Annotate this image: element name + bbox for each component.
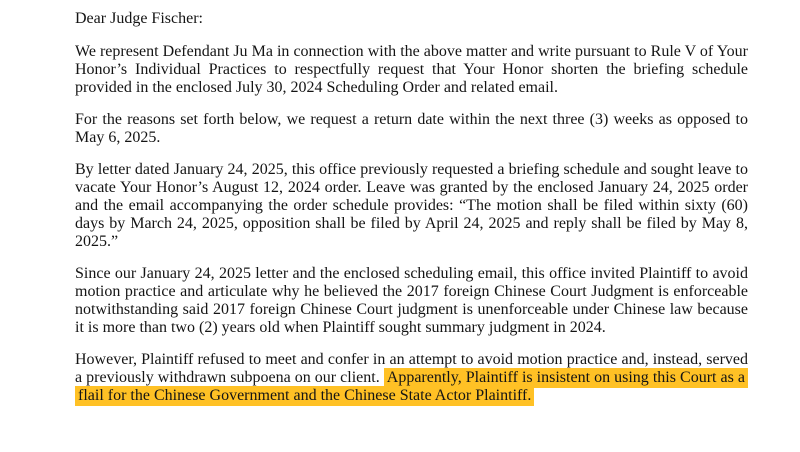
final-paragraph-normal-text: However, Plaintiff refused to meet and confer in an attempt to avoid motion practice and, instead, served a previously withdrawn subpoena on our client.	[75, 351, 748, 386]
paragraph-request: For the reasons set forth below, we request a return date within the next three (3) weeks as opposed to May 6, 2025.	[75, 111, 748, 146]
paragraph-representation: We represent Defendant Ju Ma in connection with the above matter and write pursuant to Rule V of Your Honor’s Individual Practices to respectfully request that Your Honor shorten the briefing schedule provided in the enclosed July 30, 2024 Scheduling Order and related email.	[75, 43, 748, 96]
salutation: Dear Judge Fischer:	[75, 10, 203, 27]
paragraph-briefing-schedule: By letter dated January 24, 2025, this office previously requested a briefing schedule and sought leave to vacate Your Honor’s August 12, 2024 order. Leave was granted by the enclosed January 24, 2025 order and the email accompanying the order schedule provides: “The motion shall be filed within sixty (60) days by March 24, 2025, opposition shall be filed by April 24, 2025 and reply shall be filed by May 8, 2025.”	[75, 161, 748, 250]
highlighted-text: Apparently, Plaintiff is insistent on using this Court as a flail for the Chinese Government and the Chinese State Actor Plaintiff.	[75, 368, 748, 406]
paragraph-final	[75, 351, 748, 405]
paragraph-invitation: Since our January 24, 2025 letter and the enclosed scheduling email, this office invited Plaintiff to avoid motion practice and articulate why he believed the 2017 foreign Chinese Court Judgment is enforceable notwithstanding said 2017 foreign Chinese Court judgment is unenforceable under Chinese law because it is more than two (2) years old when Plaintiff sought summary judgment in 2024.	[75, 265, 748, 336]
letter-document	[75, 10, 748, 405]
